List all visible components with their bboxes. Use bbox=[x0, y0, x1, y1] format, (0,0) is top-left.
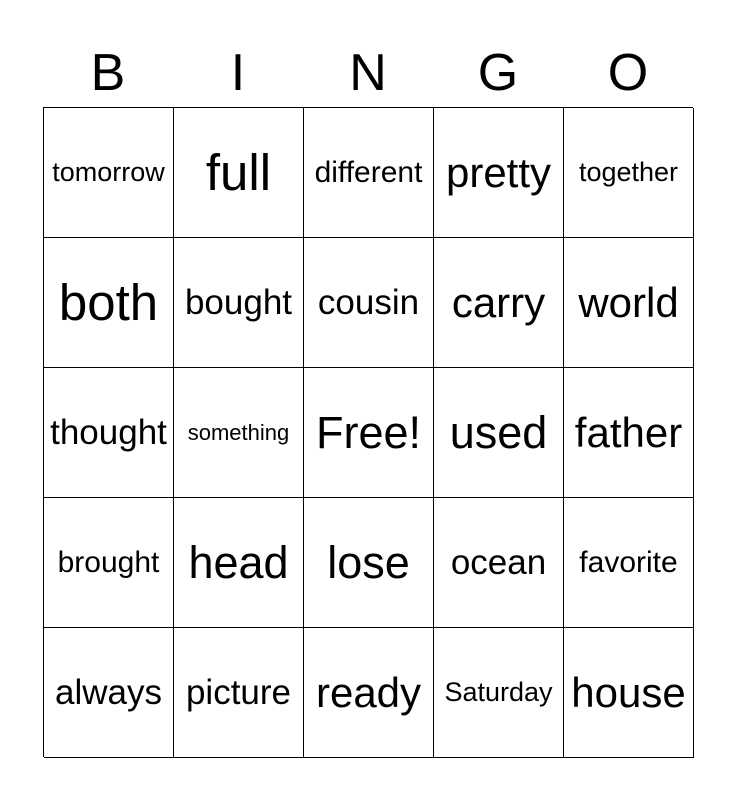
free-space-cell[interactable]: Free! bbox=[304, 368, 434, 498]
bingo-cell[interactable]: bought bbox=[174, 238, 304, 368]
bingo-cell[interactable]: both bbox=[44, 238, 174, 368]
bingo-cell[interactable]: carry bbox=[434, 238, 564, 368]
bingo-cell[interactable]: picture bbox=[174, 628, 304, 758]
bingo-cell[interactable]: used bbox=[434, 368, 564, 498]
header-letter-g: G bbox=[477, 44, 519, 102]
header-letter-n: N bbox=[349, 44, 387, 102]
bingo-cell[interactable]: ready bbox=[304, 628, 434, 758]
bingo-cell[interactable]: brought bbox=[44, 498, 174, 628]
bingo-cell[interactable]: house bbox=[564, 628, 694, 758]
bingo-cell[interactable]: pretty bbox=[434, 108, 564, 238]
bingo-board bbox=[43, 107, 693, 757]
bingo-cell[interactable]: tomorrow bbox=[44, 108, 174, 238]
bingo-cell[interactable]: something bbox=[174, 368, 304, 498]
bingo-cell[interactable]: together bbox=[564, 108, 694, 238]
bingo-cell[interactable]: cousin bbox=[304, 238, 434, 368]
bingo-cell[interactable]: different bbox=[304, 108, 434, 238]
bingo-cell[interactable]: full bbox=[174, 108, 304, 238]
bingo-cell[interactable]: lose bbox=[304, 498, 434, 628]
header-letter-b: B bbox=[90, 44, 126, 102]
bingo-cell[interactable]: always bbox=[44, 628, 174, 758]
bingo-cell[interactable]: father bbox=[564, 368, 694, 498]
bingo-cell[interactable]: head bbox=[174, 498, 304, 628]
bingo-cell[interactable]: thought bbox=[44, 368, 174, 498]
bingo-cell[interactable]: favorite bbox=[564, 498, 694, 628]
header-letter-o: O bbox=[607, 44, 649, 102]
header-letter-i: I bbox=[230, 44, 246, 102]
bingo-cell[interactable]: world bbox=[564, 238, 694, 368]
bingo-cell[interactable]: ocean bbox=[434, 498, 564, 628]
bingo-cell[interactable]: Saturday bbox=[434, 628, 564, 758]
bingo-header bbox=[43, 40, 693, 106]
